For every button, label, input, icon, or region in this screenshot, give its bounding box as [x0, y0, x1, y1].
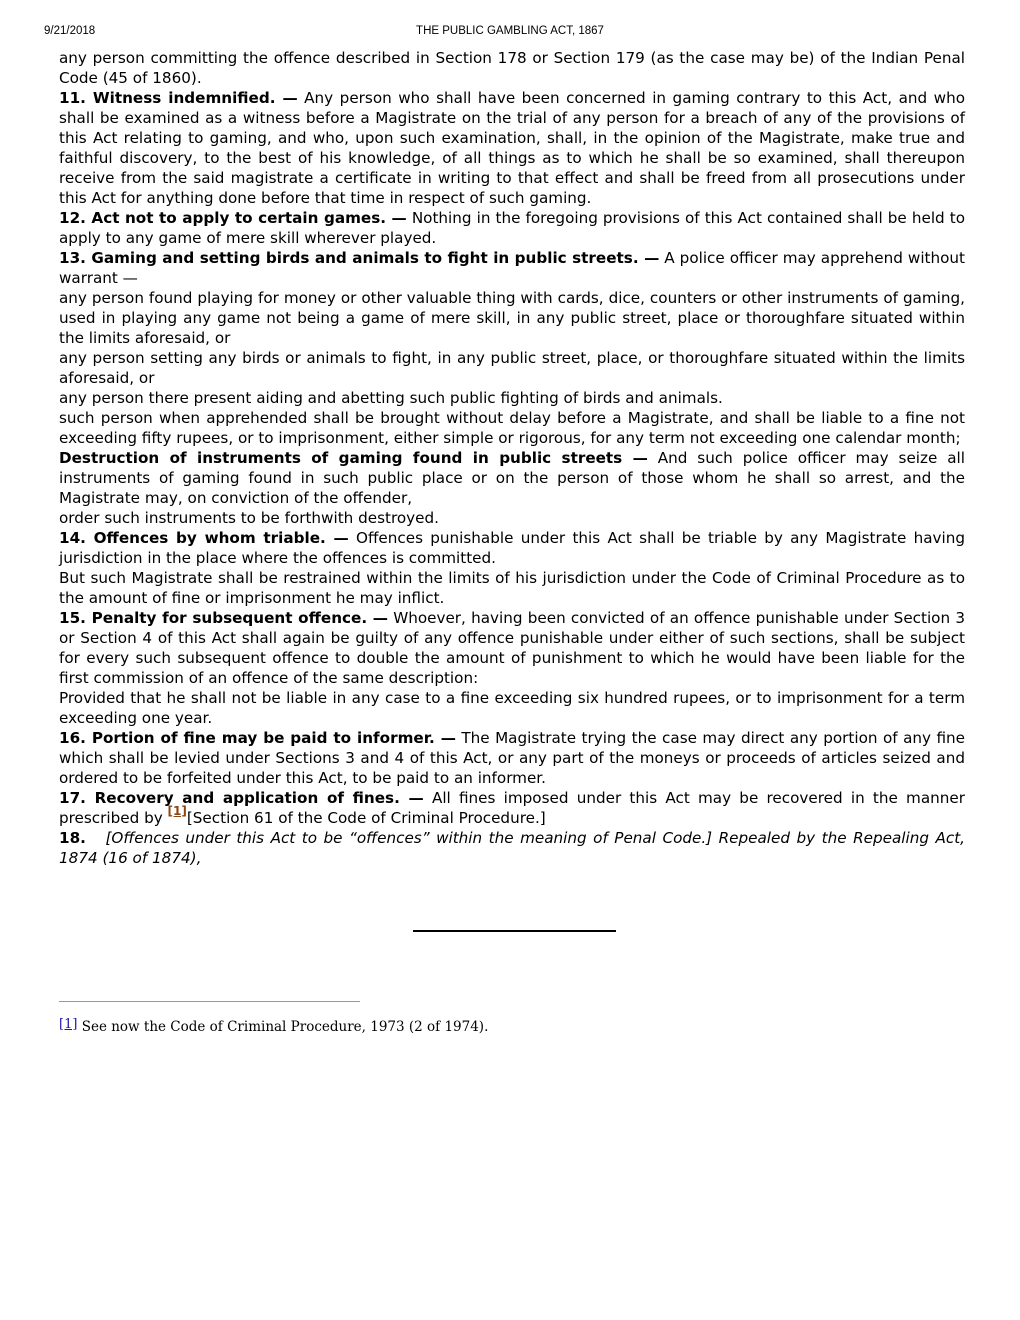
section-13-penalty: such person when apprehended shall be brought without delay before a Magistrate, and shall be liable to a fine not exceeding fifty rupees, or to imprisonment, either simple or rigorous, for any term not exceeding one calendar month; [59, 409, 965, 447]
section-15 [59, 608, 965, 688]
print-date: 9/21/2018 [44, 25, 96, 37]
footnote-text: See now the Code of Criminal Procedure, 1973 (2 of 1974). [77, 1019, 489, 1035]
section-14 [59, 528, 965, 568]
footnote-separator [59, 1001, 360, 1002]
document-title: THE PUBLIC GAMBLING ACT, 1867 [416, 25, 604, 37]
end-of-text-rule [413, 930, 616, 932]
section-16-text: The Magistrate trying the case may direct any portion of any fine which shall be levied under Sections 3 and 4 of this Act, or any part of the moneys or proceeds of articles seized and ordered to be forfeited under this Act, to be paid to an informer. [59, 729, 965, 787]
destruction-text: And such police officer may seize all instruments of gaming found in such public place or on the person of those whom he shall so arrest, and the Magistrate may, on conviction of the offender, [59, 449, 965, 507]
section-15-text: Whoever, having been convicted of an offence punishable under Section 3 or Section 4 of this Act shall again be guilty of any offence punishable under either of such sections, shall be subject for every such subsequent offence to double the amount of punishment to which he would have been liable for the first commission of an offence of the same description: [59, 609, 965, 687]
act-body [59, 48, 965, 868]
section-17 [59, 788, 965, 828]
section-13-clause-a: any person found playing for money or other valuable thing with cards, dice, counters or other instruments of gaming, used in playing any game not being a game of mere skill, in any public street, place or thoroughfare situated within the limits aforesaid, or [59, 289, 965, 347]
page-header [0, 25, 1020, 39]
destruction-order: order such instruments to be forthwith destroyed. [59, 509, 439, 527]
destruction-heading: Destruction of instruments of gaming found in public streets — [59, 449, 648, 467]
section-13-heading: 13. Gaming and setting birds and animals to fight in public streets. — [59, 249, 660, 267]
section-13-clause-b: any person setting any birds or animals to fight, in any public street, place, or thoroughfare situated within the limits aforesaid, or [59, 349, 965, 387]
section-16-heading: 16. Portion of fine may be paid to informer. — [59, 729, 456, 747]
section-14-proviso: But such Magistrate shall be restrained within the limits of his jurisdiction under the Code of Criminal Procedure as to the amount of fine or imprisonment he may inflict. [59, 569, 965, 607]
footnote-link[interactable]: [1] [167, 804, 187, 818]
section-11-heading: 11. Witness indemnified. — [59, 89, 298, 107]
destruction-clause [59, 448, 965, 508]
section-17-tail: [Section 61 of the Code of Criminal Procedure.] [186, 809, 546, 827]
section-18-text: [Offences under this Act to be “offences” within the meaning of Penal Code.] Repealed by the Repealing Act, 1874 (16 of 1874), [59, 829, 965, 867]
section-15-heading: 15. Penalty for subsequent offence. — [59, 609, 388, 627]
section-13-clause-c: any person there present aiding and abetting such public fighting of birds and animals. [59, 389, 723, 407]
section-12-text: Nothing in the foregoing provisions of this Act contained shall be held to apply to any game of mere skill wherever played. [59, 209, 965, 247]
section-15-proviso: Provided that he shall not be liable in any case to a fine exceeding six hundred rupees, or to imprisonment for a term exceeding one year. [59, 689, 965, 727]
section-14-text: Offences punishable under this Act shall be triable by any Magistrate having jurisdiction in the place where the offences is committed. [59, 529, 965, 567]
section-18 [59, 828, 965, 868]
section-13-text: A police officer may apprehend without warrant — [59, 249, 965, 287]
section-17-text: All fines imposed under this Act may be recovered in the manner prescribed by [59, 789, 965, 827]
section-11 [59, 88, 965, 208]
section-16 [59, 728, 965, 788]
footnote [59, 1015, 759, 1037]
section-13 [59, 248, 965, 288]
section-14-heading: 14. Offences by whom triable. — [59, 529, 349, 547]
section-18-heading: 18. [59, 829, 86, 847]
section-10-continuation: any person committing the offence described in Section 178 or Section 179 (as the case may be) of the Indian Penal Code (45 of 1860). [59, 49, 965, 87]
section-11-text: Any person who shall have been concerned in gaming contrary to this Act, and who shall be examined as a witness before a Magistrate on the trial of any person for a breach of any of the provisions of this Act relating to gaming, and who, upon such examination, shall, in the opinion of the Magistrate, make true and faithful discovery, to the best of his knowledge, of all things as to which he shall be so examined, shall thereupon receive from the said magistrate a certificate in writing to that effect and shall be freed from all prosecutions under this Act for anything done before that time in respect of such gaming. [59, 89, 965, 207]
section-12 [59, 208, 965, 248]
section-12-heading: 12. Act not to apply to certain games. — [59, 209, 407, 227]
section-17-heading: 17. Recovery and application of fines. — [59, 789, 424, 807]
footnote-number-link[interactable]: [1] [59, 1017, 78, 1032]
